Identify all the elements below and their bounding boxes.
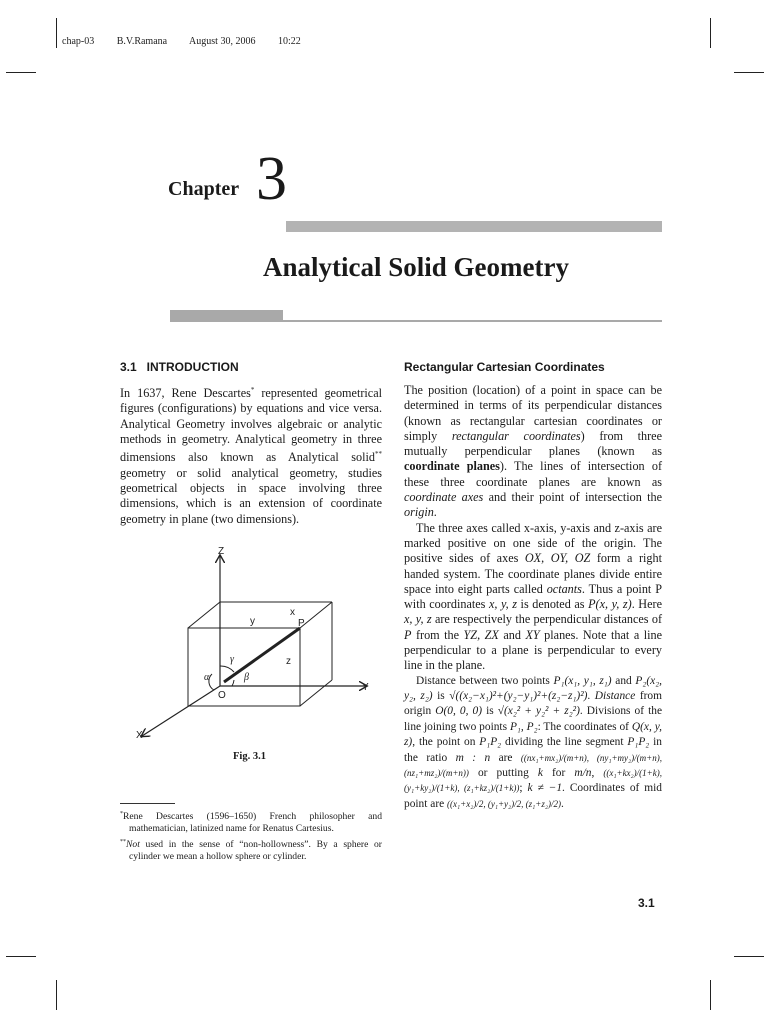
label-gamma: γ xyxy=(230,654,234,665)
gamma-arc xyxy=(220,666,234,672)
section-heading-introduction: 3.1 INTRODUCTION xyxy=(120,360,239,374)
label-y-axis: Y xyxy=(362,682,369,693)
figure-caption: Fig. 3.1 xyxy=(233,751,266,762)
alpha-arc xyxy=(209,674,214,690)
footnotes xyxy=(120,808,382,864)
box-edge xyxy=(188,602,220,628)
crop-mark-br-h xyxy=(734,956,764,957)
intro-paragraph: In 1637, Rene Descartes* represented geometrical figures (configurations) by equations and vice versa. Analytical Geometry involves algebraic or analytic methods in geometry. Analytical geometry in three dimensions also known as Analytical solid** geometry or solid analytical geometry, studies geometrical objects in space involving three dimensions, which is an extension of coordinate geometry in plane (two dimensions). xyxy=(120,386,382,526)
label-z-edge: z xyxy=(286,656,291,667)
section-heading-rectangular: Rectangular Cartesian Coordinates xyxy=(404,360,605,374)
crop-mark-tl-h xyxy=(6,72,36,73)
chapter-rule-line xyxy=(283,320,662,322)
label-x-edge: x xyxy=(290,607,295,618)
crop-mark-tl-v xyxy=(56,18,57,48)
box-edge xyxy=(300,680,332,706)
footnote-rule xyxy=(120,803,175,804)
label-x-axis: X xyxy=(136,730,143,740)
label-z-axis: Z xyxy=(218,546,225,557)
chapter-label: Chapter xyxy=(168,178,240,200)
label-point-p: P xyxy=(298,618,305,629)
x-axis xyxy=(142,686,220,736)
label-origin: O xyxy=(218,690,226,701)
crop-mark-tr-h xyxy=(734,72,764,73)
figure-coordinate-axes xyxy=(120,540,380,740)
label-alpha: α xyxy=(204,672,210,683)
label-y-edge: y xyxy=(250,616,255,627)
running-head-file: chap-03 xyxy=(62,36,95,47)
label-beta: β xyxy=(244,672,249,683)
beta-arc xyxy=(232,680,234,686)
chapter-number: 3 xyxy=(256,145,287,213)
running-head-time: 10:22 xyxy=(277,36,301,47)
crop-mark-tr-v xyxy=(710,18,711,48)
chapter-title: Analytical Solid Geometry xyxy=(263,252,569,282)
chapter-rule-top xyxy=(286,221,662,232)
paragraph-position: The position (location) of a point in space can be determined in terms of its perpendicular distances (known as rectangular cartesian coordinates or simply rectangular coordinates) from three mutually perpendicular planes (known as coordinate planes). The lines of intersection of these three coordinate planes are known as coordinate axes and their point of intersection the origin. xyxy=(404,383,663,520)
chapter-rule-block xyxy=(170,310,283,322)
paragraph-distance: Distance between two points P₁(x₁, y₁, z₁) and P₂(x₂, y₂, z₂) is √((x₂−x₁)²+(y₂−y₁)²+(z₂−z₁)²). Distance from origin O(0, 0, 0) is √(x₂² + y₂² + z₂²). Divisions of the line joining two points P₁, P₂: The coordinates of Q(x, y, z), the point on P₁P₂ dividing the line segment P₁P₂ in the ratio m : n are ((nx₁+mx₂)/(m+n), (ny₁+my₂)/(m+n), (nz₁+mz₂)/(m+n)) or putting k for m/n, ((x₁+kx₂)/(1+k), (y₁+ky₂)/(1+k), (z₁+kz₂)/(1+k)); k ≠ −1. Coordinates of mid point are ((x₁+x₂)/2, (y₁+y₂)/2, (z₁+z₂)/2). xyxy=(404,674,663,810)
crop-mark-br-v xyxy=(710,980,711,1010)
box-edge xyxy=(300,602,332,628)
running-head-author: B.V.Ramana xyxy=(116,36,168,47)
page-number: 3.1 xyxy=(638,896,655,910)
paragraph-axes: The three axes called x-axis, y-axis and z-axis are marked positive on one side of the origin. The positive sides of axes OX, OY, OZ form a right handed system. The coordinate planes divide entire space into eight parts called octants. Thus a point P with coordinates x, y, z is denoted as P(x, y, z). Here x, y, z are respectively the perpendicular distances of P from the YZ, ZX and XY planes. Note that a line perpendicular to a plane is perpendicular to every line in the plane. xyxy=(404,520,663,673)
right-column-text xyxy=(404,383,662,812)
running-head-date: August 30, 2006 xyxy=(189,36,256,47)
footnote-1: *Rene Descartes (1596–1650) French philosopher and mathematician, latinized name for Renatus Cartesius. xyxy=(120,811,382,835)
running-head xyxy=(62,36,321,47)
footnote-2: **Not used in the sense of “non-hollowness”. By a sphere or cylinder we mean a hollow sphere or cylinder. xyxy=(120,839,382,863)
op-line xyxy=(224,628,300,682)
crop-mark-bl-v xyxy=(56,980,57,1010)
crop-mark-bl-h xyxy=(6,956,36,957)
